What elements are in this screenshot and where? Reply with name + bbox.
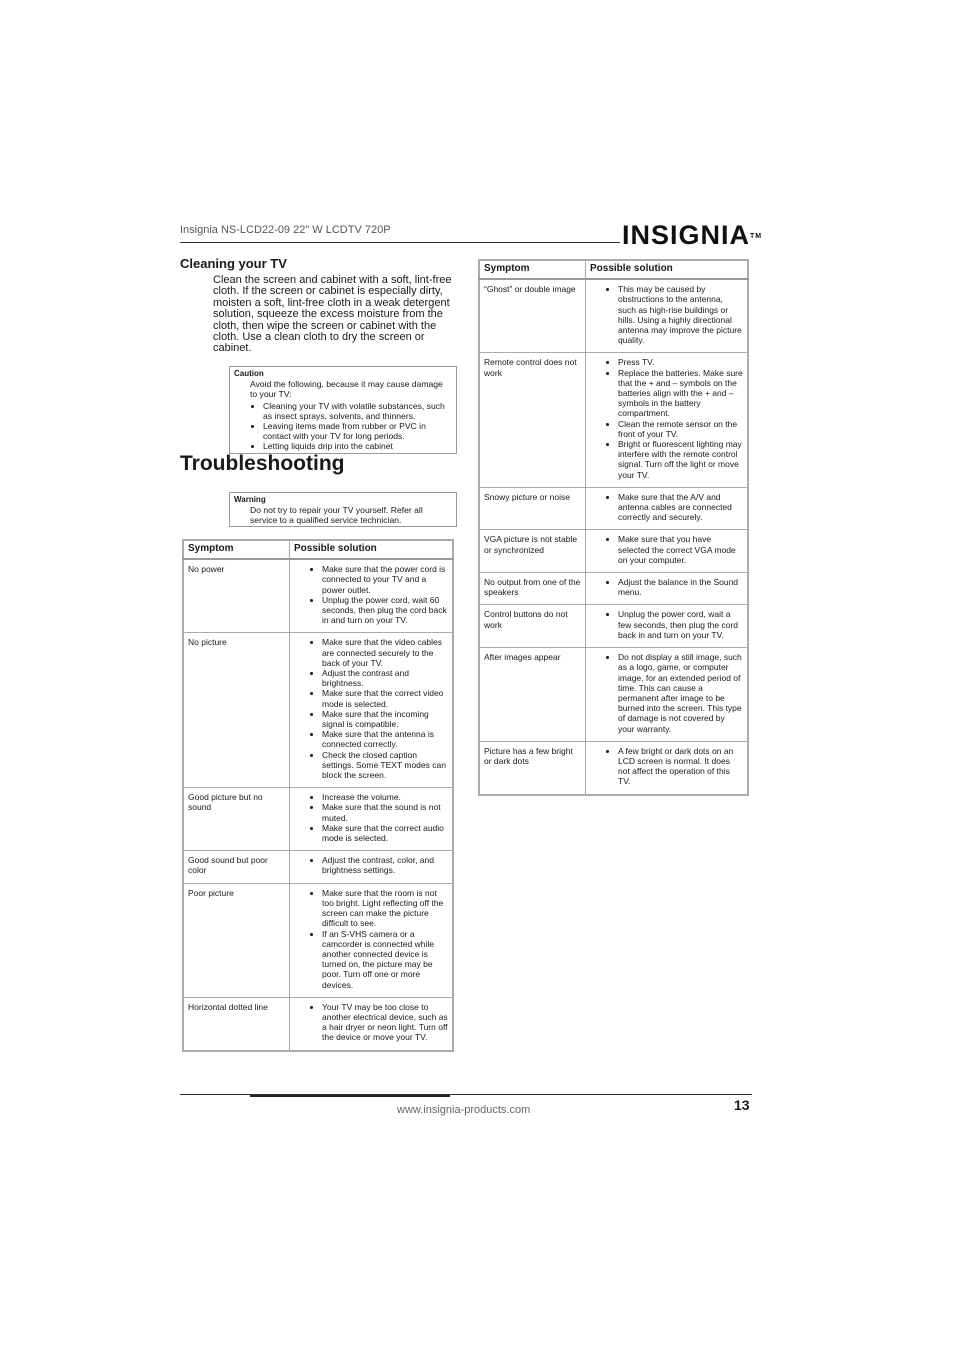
solution-cell (290, 633, 454, 788)
solution-cell (586, 605, 749, 648)
solution-cell (586, 353, 749, 487)
caution-item: • Leaving items made from rubber or PVC in contact with your TV for long periods. (263, 421, 456, 441)
solution-item: • Make sure that the correct video mode is selected. (322, 688, 448, 708)
solution-item: • Make sure that the video cables are connected securely to the back of your TV. (322, 637, 448, 668)
symptom-cell: Picture has a few bright or dark dots (479, 741, 586, 794)
table-row (183, 883, 453, 997)
table-row (479, 648, 748, 742)
solution-list (294, 564, 448, 625)
symptom-cell: “Ghost” or double image (479, 279, 586, 353)
solution-list (590, 357, 743, 479)
solution-item: • Adjust the balance in the Sound menu. (618, 577, 743, 597)
table-row (479, 573, 748, 605)
solution-item: • Make sure that the correct audio mode is selected. (322, 823, 448, 843)
symptom-cell: Good sound but poor color (183, 851, 290, 883)
solution-item: • Replace the batteries. Make sure that the + and – symbols on the batteries align with the + and – symbols in the battery compartment. (618, 368, 743, 419)
troubleshooting-table-left (182, 539, 454, 1052)
table-row (479, 353, 748, 487)
symptom-cell: VGA picture is not stable or synchronized (479, 530, 586, 573)
symptom-cell: Poor picture (183, 883, 290, 997)
solution-list (590, 577, 743, 597)
symptom-header: Symptom (479, 260, 586, 279)
table-row (479, 530, 748, 573)
insignia-logo (622, 220, 762, 250)
page-number: 13 (734, 1097, 750, 1113)
symptom-cell: No output from one of the speakers (479, 573, 586, 605)
solution-list (590, 652, 743, 734)
solution-item: • Make sure that the A/V and antenna cables are connected correctly and securely. (618, 492, 743, 523)
solution-cell (586, 530, 749, 573)
footer-rule-accent (250, 1095, 450, 1097)
page-title-troubleshooting: Troubleshooting (180, 452, 345, 475)
solution-item: • Make sure that the antenna is connected correctly. (322, 729, 448, 749)
solution-cell (586, 741, 749, 794)
solution-item: • Do not display a still image, such as a logo, game, or computer image, for an extended period of time. This can cause a permanent after image to be burned into the screen. This type of damage is not covered by your warranty. (618, 652, 743, 734)
table-row (183, 851, 453, 883)
symptom-cell: Control buttons do not work (479, 605, 586, 648)
caution-box (229, 366, 457, 454)
solution-cell (290, 788, 454, 851)
symptom-cell: Horizontal dotted line (183, 997, 290, 1050)
solution-item: • Make sure that the incoming signal is compatible. (322, 709, 448, 729)
solution-item: • Increase the volume. (322, 792, 448, 802)
solution-list (294, 1002, 448, 1043)
troubleshooting-table-right (478, 259, 749, 796)
solution-list (590, 534, 743, 565)
symptom-cell: Remote control does not work (479, 353, 586, 487)
symptom-cell: No picture (183, 633, 290, 788)
solution-item: • Unplug the power cord, wait 60 seconds, then plug the cord back in and turn on your TV. (322, 595, 448, 626)
caution-list (250, 401, 456, 451)
solution-cell (290, 997, 454, 1050)
warning-label: Warning (234, 495, 266, 504)
warning-box (229, 492, 457, 527)
solution-header: Possible solution (586, 260, 749, 279)
table-row (479, 279, 748, 353)
solution-item: • Check the closed caption settings. Some TEXT modes can block the screen. (322, 750, 448, 781)
solution-list (590, 284, 743, 345)
solution-list (294, 637, 448, 780)
section-title-cleaning: Cleaning your TV (180, 256, 287, 271)
logo-text: INSIGNIA (622, 220, 751, 250)
solution-item: • Your TV may be too close to another electrical device, such as a hair dryer or neon light. Turn off the device or move your TV. (322, 1002, 448, 1043)
solution-item: • Clean the remote sensor on the front of your TV. (618, 419, 743, 439)
symptom-header: Symptom (183, 540, 290, 559)
caution-item: • Letting liquids drip into the cabinet (263, 441, 456, 451)
table-row (183, 559, 453, 633)
caution-label: Caution (234, 369, 264, 378)
solution-list (590, 609, 743, 640)
warning-body: Do not try to repair your TV yourself. Refer all service to a qualified service technician. (250, 505, 423, 525)
table-row (479, 605, 748, 648)
header-title: Insignia NS-LCD22-09 22" W LCDTV 720P (180, 224, 391, 236)
solution-item: • Adjust the contrast and brightness. (322, 668, 448, 688)
solution-item: • A few bright or dark dots on an LCD screen is normal. It does not affect the operation of this TV. (618, 746, 743, 787)
solution-list (590, 746, 743, 787)
logo-tm: TM (750, 233, 763, 240)
solution-item: • Press TV. (618, 357, 743, 367)
solution-cell (290, 883, 454, 997)
symptom-cell: No power (183, 559, 290, 633)
table-body (183, 559, 453, 1050)
header-rule (180, 242, 620, 243)
table-row (183, 788, 453, 851)
solution-list (590, 492, 743, 523)
solution-item: • If an S-VHS camera or a camcorder is connected while another connected device is turned on, the picture may be poor. Turn off one or more devices. (322, 929, 448, 990)
solution-cell (586, 279, 749, 353)
solution-cell (290, 851, 454, 883)
table-row (479, 487, 748, 530)
solution-cell (290, 559, 454, 633)
table-row (183, 633, 453, 788)
table-body (479, 279, 748, 794)
solution-item: • Unplug the power cord, wait a few seconds, then plug the cord back in and turn on your TV. (618, 609, 743, 640)
caution-intro: Avoid the following, because it may cause damage to your TV: (250, 379, 443, 399)
solution-item: • Make sure that the room is not too bright. Light reflecting off the screen can make the picture difficult to see. (322, 888, 448, 929)
solution-list (294, 792, 448, 843)
solution-cell (586, 573, 749, 605)
footer-url: www.insignia-products.com (397, 1104, 531, 1116)
table-row (183, 997, 453, 1050)
solution-cell (586, 648, 749, 742)
solution-item: • Adjust the contrast, color, and brightness settings. (322, 855, 448, 875)
solution-list (294, 855, 448, 875)
symptom-cell: After images appear (479, 648, 586, 742)
solution-item: • This may be caused by obstructions to the antenna, such as high-rise buildings or hills. Using a highly directional antenna may improve the picture quality. (618, 284, 743, 345)
caution-item: • Cleaning your TV with volatile substances, such as insect sprays, solvents, and thinners. (263, 401, 456, 421)
symptom-cell: Snowy picture or noise (479, 487, 586, 530)
solution-item: • Make sure that you have selected the correct VGA mode on your computer. (618, 534, 743, 565)
solution-item: • Bright or fluorescent lighting may interfere with the remote control signal. Turn off the light or move your TV. (618, 439, 743, 480)
table-row (479, 741, 748, 794)
solution-header: Possible solution (290, 540, 454, 559)
solution-cell (586, 487, 749, 530)
symptom-cell: Good picture but no sound (183, 788, 290, 851)
solution-item: • Make sure that the sound is not muted. (322, 802, 448, 822)
solution-item: • Make sure that the power cord is connected to your TV and a power outlet. (322, 564, 448, 595)
cleaning-paragraph: Clean the screen and cabinet with a soft, lint-free cloth. If the screen or cabinet is especially dirty, moisten a soft, lint-free cloth in a weak detergent solution, squeeze the excess moisture from the cloth, then wipe the screen or cabinet with the cloth. Use a clean cloth to dry the screen or cabinet. (213, 274, 452, 355)
solution-list (294, 888, 448, 990)
